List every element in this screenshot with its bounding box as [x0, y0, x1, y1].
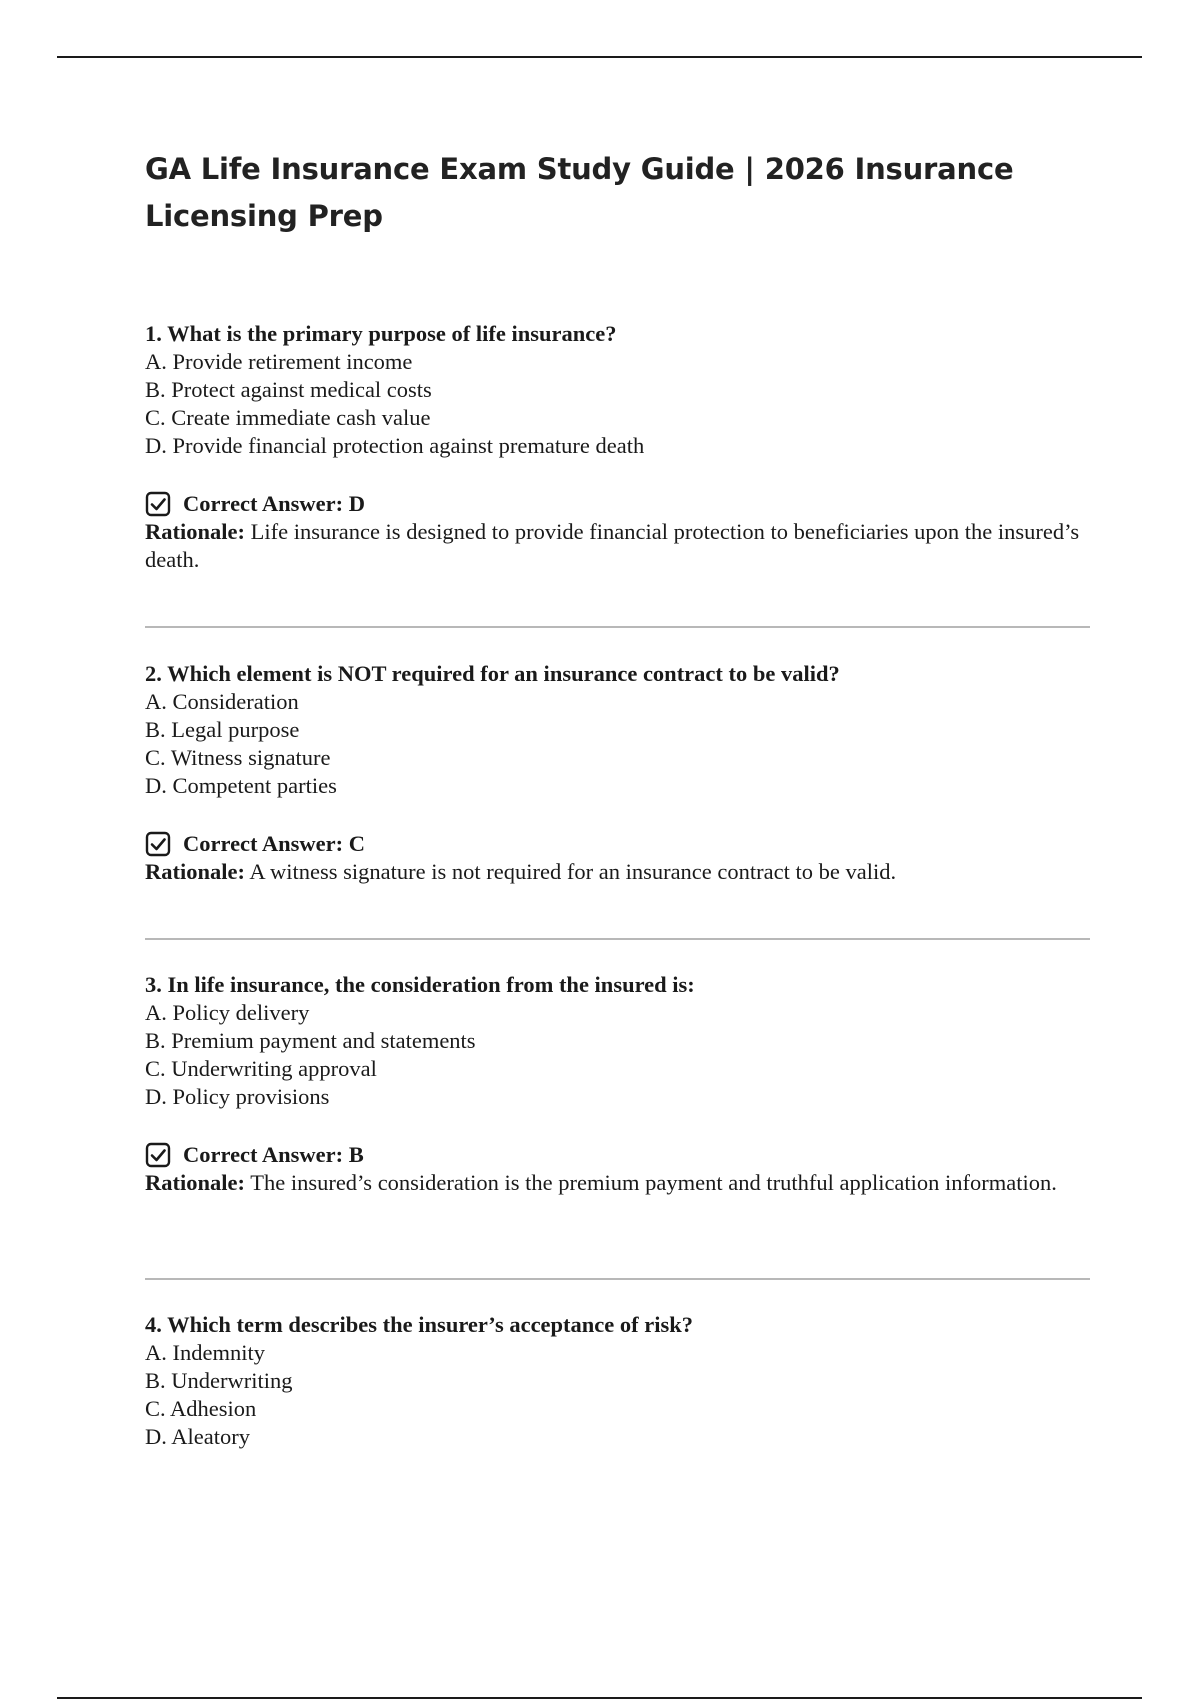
question-4 [145, 1311, 1090, 1451]
question-divider [145, 626, 1090, 628]
rationale-label: Rationale: [145, 1170, 245, 1195]
correct-answer-text: Correct Answer: D [183, 491, 366, 516]
option-list [145, 348, 1090, 460]
checkbox-check-icon [145, 831, 171, 857]
option-a: A. Indemnity [145, 1340, 265, 1365]
correct-answer-text: Correct Answer: B [183, 1142, 364, 1167]
option-list [145, 688, 1090, 800]
rationale [145, 518, 1090, 574]
option-d: D. Aleatory [145, 1424, 250, 1449]
question-divider [145, 938, 1090, 940]
question-text: 3. In life insurance, the consideration from the insured is: [145, 972, 695, 997]
rationale [145, 858, 1090, 886]
question-2 [145, 660, 1090, 886]
option-c: C. Witness signature [145, 745, 331, 770]
rationale-text: Life insurance is designed to provide financial protection to beneficiaries upon the insured’s death. [145, 519, 1080, 572]
question-text: 1. What is the primary purpose of life insurance? [145, 321, 617, 346]
question-text: 2. Which element is NOT required for an insurance contract to be valid? [145, 661, 840, 686]
option-list [145, 999, 1090, 1111]
rationale-label: Rationale: [145, 859, 245, 884]
option-a: A. Policy delivery [145, 1000, 310, 1025]
rationale-text: A witness signature is not required for an insurance contract to be valid. [249, 859, 897, 884]
rationale-label: Rationale: [145, 519, 245, 544]
correct-answer [145, 1141, 1090, 1169]
option-b: B. Protect against medical costs [145, 377, 432, 402]
option-c: C. Adhesion [145, 1396, 257, 1421]
rationale-text: The insured’s consideration is the premium payment and truthful application information. [250, 1170, 1057, 1195]
question-text: 4. Which term describes the insurer’s acceptance of risk? [145, 1312, 694, 1337]
option-c: C. Create immediate cash value [145, 405, 431, 430]
page-title: GA Life Insurance Exam Study Guide | 2026 Insurance Licensing Prep [145, 152, 1014, 233]
option-c: C. Underwriting approval [145, 1056, 377, 1081]
checkbox-check-icon [145, 1142, 171, 1168]
question-3 [145, 971, 1090, 1197]
checkbox-check-icon [145, 491, 171, 517]
correct-answer [145, 830, 1090, 858]
option-d: D. Competent parties [145, 773, 337, 798]
question-1 [145, 320, 1090, 574]
option-d: D. Policy provisions [145, 1084, 330, 1109]
question-divider [145, 1278, 1090, 1280]
correct-answer-text: Correct Answer: C [183, 831, 366, 856]
page-bottom-rule [57, 1697, 1142, 1699]
document-content [145, 146, 1090, 1449]
option-a: A. Consideration [145, 689, 299, 714]
page-top-rule [57, 56, 1142, 58]
rationale [145, 1169, 1090, 1197]
option-list [145, 1339, 1090, 1451]
option-a: A. Provide retirement income [145, 349, 413, 374]
correct-answer [145, 490, 1090, 518]
option-b: B. Legal purpose [145, 717, 300, 742]
option-b: B. Premium payment and statements [145, 1028, 476, 1053]
option-b: B. Underwriting [145, 1368, 293, 1393]
option-d: D. Provide financial protection against premature death [145, 433, 645, 458]
